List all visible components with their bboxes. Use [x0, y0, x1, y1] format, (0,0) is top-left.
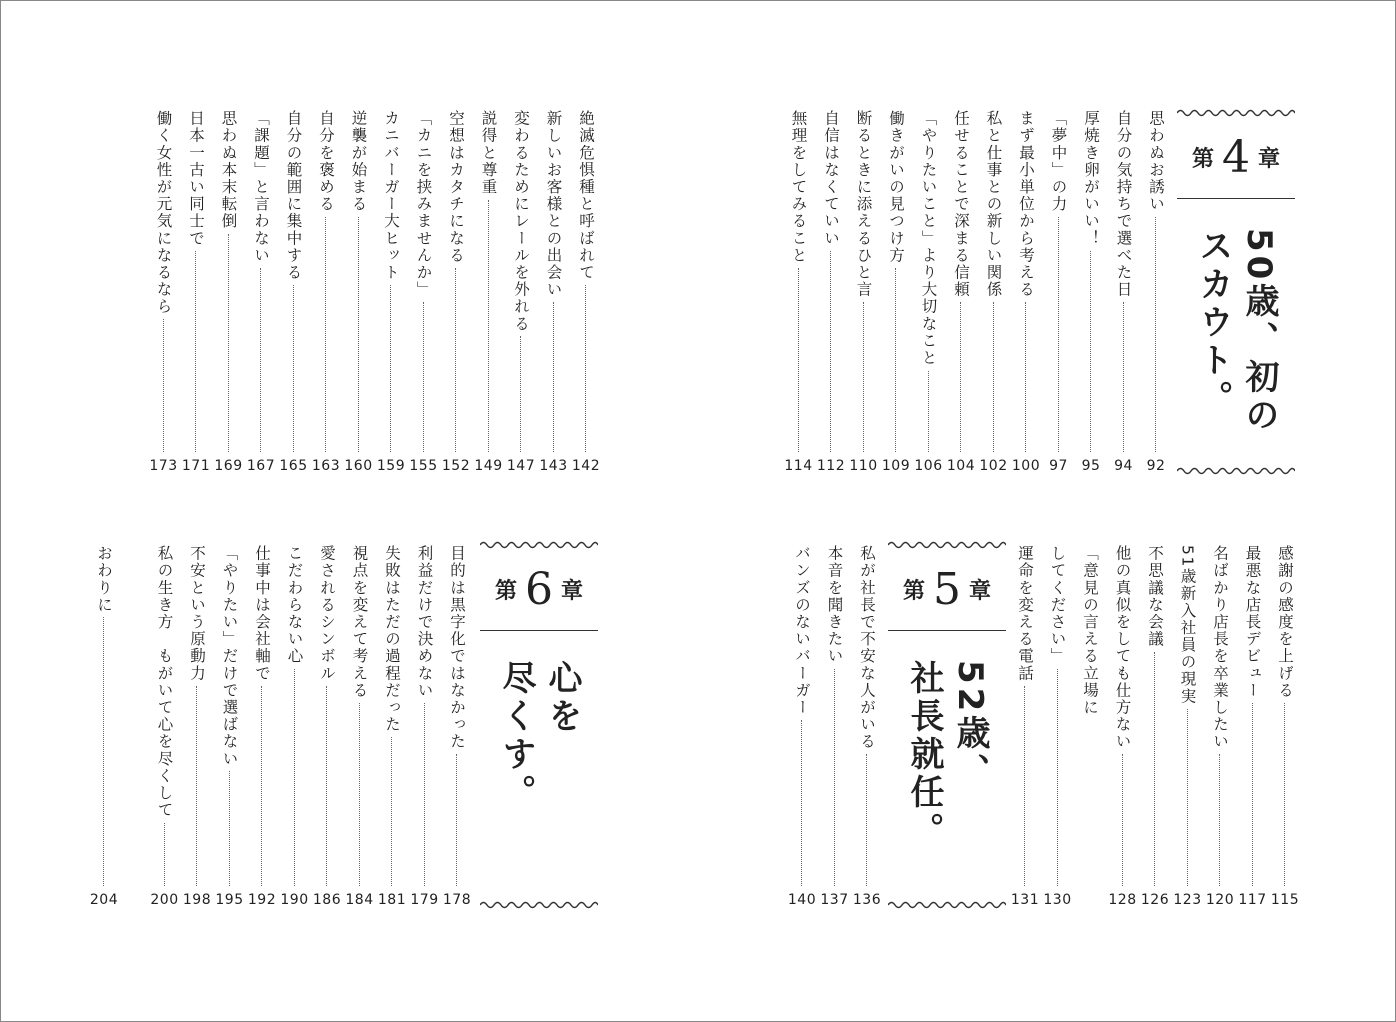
dotted-leader: [261, 686, 262, 886]
toc-entry-title: 私と仕事との新しい関係: [984, 110, 1003, 299]
toc-page-number: 94: [1114, 458, 1133, 474]
toc-page-number: 195: [215, 892, 244, 908]
chapter-5-header: [888, 540, 1006, 912]
dotted-leader: [424, 703, 425, 886]
toc-entry[interactable]: [278, 110, 310, 478]
toc-page-number: 123: [1173, 892, 1202, 908]
toc-page-number: 117: [1238, 892, 1267, 908]
toc-page-number: 128: [1108, 892, 1137, 908]
toc-page-number: 192: [247, 892, 277, 908]
chapter-label: 第 5 章: [902, 564, 992, 615]
chapter-title-line: 心を: [542, 660, 582, 736]
dotted-leader: [1155, 217, 1156, 452]
toc-entry[interactable]: [1172, 545, 1204, 912]
chapter-rule: [1177, 198, 1295, 199]
dotted-leader: [196, 686, 197, 886]
toc-page-number: 100: [1011, 458, 1041, 474]
toc-entry[interactable]: [1237, 545, 1269, 912]
dotted-leader: [960, 302, 961, 452]
toc-page-number: 126: [1140, 892, 1170, 908]
dotted-leader: [1252, 703, 1253, 886]
dotted-leader: [801, 720, 802, 886]
toc-entry-title: 無理をしてみること: [789, 110, 808, 264]
toc-page-number: 110: [849, 458, 878, 474]
toc-entry[interactable]: [149, 545, 181, 912]
toc-page-number: 140: [787, 892, 817, 908]
toc-entry-title: 絶滅危惧種と呼ばれて: [577, 110, 595, 281]
toc-page-number: 186: [312, 892, 342, 908]
toc-entry-title: 自分の範囲に集中する: [284, 110, 303, 281]
toc-entry[interactable]: [505, 110, 537, 478]
toc-entry[interactable]: [819, 545, 851, 912]
dotted-leader: [866, 754, 867, 886]
toc-page-number: 200: [150, 892, 179, 908]
toc-page-number: 106: [914, 458, 943, 474]
toc-page-number: 136: [852, 892, 882, 908]
dotted-leader: [391, 737, 392, 886]
dotted-leader: [520, 336, 521, 452]
toc-entry[interactable]: [180, 110, 212, 478]
dotted-leader: [1219, 754, 1220, 886]
dotted-leader: [293, 285, 294, 452]
toc-entry[interactable]: [214, 545, 246, 912]
chapter-rule: [480, 630, 598, 631]
toc-page-number: 167: [246, 458, 276, 474]
toc-entry-title: 51歳新入社員の現実: [1178, 545, 1197, 705]
toc-entry[interactable]: [1043, 110, 1075, 478]
dotted-leader: [164, 823, 165, 886]
dotted-leader: [1024, 686, 1025, 886]
dotted-leader: [1187, 709, 1188, 886]
toc-page-number: 184: [345, 892, 374, 908]
toc-page-number: 114: [784, 458, 813, 474]
toc-entry-title: 不思議な会議: [1146, 545, 1164, 648]
dotted-leader: [195, 251, 196, 452]
toc-entry[interactable]: [1010, 110, 1042, 478]
toc-entry-title: 他の真似をしても仕方ない: [1113, 545, 1132, 751]
dotted-leader: [585, 285, 586, 452]
toc-entry[interactable]: [344, 545, 376, 912]
toc-entry[interactable]: [343, 110, 375, 478]
dotted-leader: [488, 200, 489, 453]
toc-entry[interactable]: [441, 545, 473, 912]
toc-entry-title: 変わるためにレールを外れる: [512, 110, 530, 333]
chapter-label: 第 6 章: [494, 564, 584, 615]
toc-page-number: 112: [816, 458, 846, 474]
toc-entry[interactable]: [310, 110, 342, 478]
toc-page-number: 143: [539, 458, 568, 474]
toc-entry[interactable]: [246, 545, 278, 912]
wave-ornament: [1177, 466, 1295, 476]
chapter-number: 6: [525, 564, 553, 615]
chapter-number: 4: [1222, 132, 1250, 183]
dotted-leader: [229, 771, 230, 886]
toc-page-number: 159: [376, 458, 406, 474]
dotted-leader: [1025, 302, 1026, 452]
toc-entry[interactable]: [440, 110, 472, 478]
chapter-title-line: 52歳、: [950, 660, 990, 792]
dotted-leader: [455, 268, 456, 452]
dotted-leader: [553, 302, 554, 452]
toc-entry-title: 空想はカタチになる: [447, 110, 465, 264]
toc-page-number: 142: [571, 458, 601, 474]
toc-entry[interactable]: [570, 110, 602, 478]
toc-entry-title: カニバーガー大ヒット: [382, 110, 400, 281]
wave-ornament: [480, 900, 598, 910]
dotted-leader: [358, 217, 359, 452]
toc-entry[interactable]: [786, 545, 818, 912]
toc-entry-title: 「意見の言える立場に: [1081, 545, 1099, 716]
toc-entry-title: 運命を変える電話: [1016, 545, 1034, 682]
dotted-leader: [1154, 652, 1155, 886]
toc-entry-title: 私が社長で不安な人がいる: [858, 545, 876, 751]
toc-entry-title: 任せることで深まる信頼: [952, 110, 970, 299]
toc-entry[interactable]: [1009, 545, 1041, 912]
toc-entry-title: 私の生き方 もがいて心を尽くして: [155, 545, 174, 819]
toc-page-number: 97: [1049, 458, 1068, 474]
toc-entry-title: バンズのないバーガー: [793, 545, 811, 716]
toc-entry[interactable]: [783, 110, 815, 478]
dotted-leader: [390, 285, 391, 452]
toc-entry[interactable]: [409, 545, 441, 912]
toc-entry-title: おわりに: [95, 545, 113, 614]
toc-page-number: 163: [311, 458, 341, 474]
toc-entry-title: 自信はなくていい: [822, 110, 840, 247]
chapter-number: 5: [933, 564, 961, 615]
toc-entry[interactable]: [1139, 545, 1171, 912]
toc-page-number: 120: [1205, 892, 1235, 908]
toc-page-number: 171: [181, 458, 211, 474]
toc-entry[interactable]: [1107, 545, 1139, 912]
dotted-leader: [103, 617, 104, 886]
toc-entry[interactable]: [1140, 110, 1172, 478]
wave-ornament: [888, 540, 1006, 550]
toc-entry-title: 最悪な店長デビュー: [1243, 545, 1262, 699]
toc-entry-title: 「課題」と言わない: [252, 110, 270, 264]
toc-entry-title: 名ばかり店長を卒業したい: [1211, 545, 1229, 751]
toc-entry[interactable]: [181, 545, 213, 912]
dotted-leader: [228, 234, 229, 452]
dotted-leader: [1123, 302, 1124, 452]
toc-entry[interactable]: [1204, 545, 1236, 912]
toc-entry-title: 仕事中は会社軸で: [253, 545, 271, 682]
toc-entry-title: 「やりたい」だけで選ばない: [220, 545, 239, 768]
dotted-leader: [456, 754, 457, 886]
toc-entry-title: 視点を変えて考える: [350, 545, 369, 699]
toc-entry[interactable]: [913, 110, 945, 478]
toc-page-number: 173: [149, 458, 178, 474]
toc-entry-title: まず最小単位から考える: [1017, 110, 1035, 299]
toc-page-number: 179: [410, 892, 439, 908]
dotted-leader: [1122, 754, 1123, 886]
toc-entry[interactable]: [279, 545, 311, 912]
toc-entry[interactable]: [245, 110, 277, 478]
wave-ornament: [1177, 108, 1295, 118]
chapter-title-line: 50歳、初の: [1239, 228, 1279, 436]
dotted-leader: [1090, 251, 1091, 452]
toc-entry-title: 失敗はただの過程だった: [383, 545, 401, 734]
dotted-leader: [294, 669, 295, 886]
toc-entry[interactable]: [1075, 110, 1107, 478]
toc-entry[interactable]: [473, 110, 505, 478]
toc-entry-title: 「夢中」の力: [1049, 110, 1068, 213]
dotted-leader: [163, 319, 164, 452]
chapter-title-line: 社長就任。: [904, 660, 944, 850]
toc-page-number: 109: [881, 458, 911, 474]
dotted-leader: [928, 371, 929, 453]
toc-entry[interactable]: [978, 110, 1010, 478]
toc-page-number: 115: [1270, 892, 1300, 908]
toc-page-number: 102: [979, 458, 1008, 474]
wave-ornament: [888, 900, 1006, 910]
toc-entry[interactable]: [880, 110, 912, 478]
wave-ornament: [480, 540, 598, 550]
toc-page-number: 169: [214, 458, 243, 474]
toc-entry[interactable]: [538, 110, 570, 478]
toc-entry-title: 厚焼き卵がいい！: [1082, 110, 1100, 247]
dotted-leader: [359, 703, 360, 886]
chapter-title-line: 尽くす。: [496, 660, 536, 812]
toc-page-number: 149: [474, 458, 503, 474]
toc-page-number: 137: [820, 892, 849, 908]
dotted-leader: [260, 268, 261, 452]
dotted-leader: [1284, 703, 1285, 886]
toc-page-number: 204: [89, 892, 119, 908]
chapter-6-header: [480, 540, 598, 912]
toc-entry[interactable]: [148, 110, 180, 478]
toc-entry[interactable]: [1269, 545, 1301, 912]
dotted-leader: [863, 302, 864, 452]
toc-entry[interactable]: [1108, 110, 1140, 478]
toc-entry[interactable]: [945, 110, 977, 478]
toc-page-number: 130: [1043, 892, 1072, 908]
toc-entry-title: こだわらない心: [285, 545, 304, 665]
toc-page-number: 198: [182, 892, 212, 908]
toc-entry[interactable]: [1042, 545, 1074, 912]
toc-entry-title: 自分の気持ちで選べた日: [1114, 110, 1133, 299]
toc-entry-title: 日本一古い同士で: [187, 110, 205, 247]
toc-entry[interactable]: [815, 110, 847, 478]
toc-entry[interactable]: [848, 110, 880, 478]
dotted-leader: [834, 669, 835, 886]
toc-page-number: 160: [344, 458, 373, 474]
toc-entry-title: 不安という原動力: [188, 545, 206, 682]
toc-entry-title: 思わぬお誘い: [1147, 110, 1165, 213]
toc-entry[interactable]: [376, 545, 408, 912]
toc-entry-title: 自分を褒める: [317, 110, 335, 213]
toc-entry-title: 本音を聞きたい: [825, 545, 844, 665]
toc-entry-title: 働く女性が元気になるなら: [154, 110, 173, 316]
dotted-leader: [895, 268, 896, 452]
toc-entry[interactable]: [88, 545, 120, 912]
dotted-leader: [798, 268, 799, 452]
chapter-label: 第 4 章: [1191, 132, 1281, 183]
toc-entry-title: 「カニを挟みませんか」: [414, 110, 433, 299]
toc-entry[interactable]: [213, 110, 245, 478]
dotted-leader: [325, 217, 326, 452]
toc-entry[interactable]: [311, 545, 343, 912]
toc-entry-title: 働きがいの見つけ方: [887, 110, 905, 264]
toc-entry-title: 愛されるシンボル: [318, 545, 336, 682]
toc-entry-title: 「やりたいこと」より大切なこと: [919, 110, 938, 367]
toc-page-number: 165: [279, 458, 308, 474]
toc-entry-title: 説得と尊重: [479, 110, 498, 196]
toc-entry[interactable]: [851, 545, 883, 912]
toc-entry-title: 目的は黒字化ではなかった: [448, 545, 466, 751]
dotted-leader: [1057, 669, 1058, 886]
toc-entry[interactable]: [375, 110, 407, 478]
toc-entry-title: 新しいお客様との出会い: [544, 110, 563, 299]
toc-page-number: 92: [1146, 458, 1166, 474]
dotted-leader: [993, 302, 994, 452]
dotted-leader: [830, 251, 831, 452]
toc-page-number: 155: [409, 458, 438, 474]
dotted-leader: [1058, 217, 1059, 452]
dotted-leader: [423, 302, 424, 452]
toc-entry-title: してください」: [1048, 545, 1067, 665]
toc-entry-title: 感謝の感度を上げる: [1276, 545, 1294, 699]
chapter-rule: [888, 630, 1006, 631]
dotted-leader: [326, 686, 327, 886]
toc-entry-title: 逆襲が始まる: [349, 110, 368, 213]
chapter-title-line: スカウト。: [1193, 228, 1233, 418]
toc-page-number: 152: [441, 458, 471, 474]
toc-entry-title: 利益だけで決めない: [415, 545, 434, 699]
toc-page-number: 181: [377, 892, 407, 908]
toc-entry[interactable]: [408, 110, 440, 478]
toc-page-number: 147: [506, 458, 536, 474]
toc-page-number: 131: [1010, 892, 1040, 908]
chapter-4-header: [1177, 108, 1295, 480]
toc-page-number: 190: [280, 892, 309, 908]
toc-entry-title: 断るときに添えるひと言: [854, 110, 873, 299]
toc-entry-title: 思わぬ本末転倒: [219, 110, 238, 230]
toc-page-number: 178: [442, 892, 472, 908]
toc-entry[interactable]: [1074, 545, 1106, 912]
toc-page-number: 95: [1081, 458, 1101, 474]
toc-page-number: 104: [946, 458, 976, 474]
